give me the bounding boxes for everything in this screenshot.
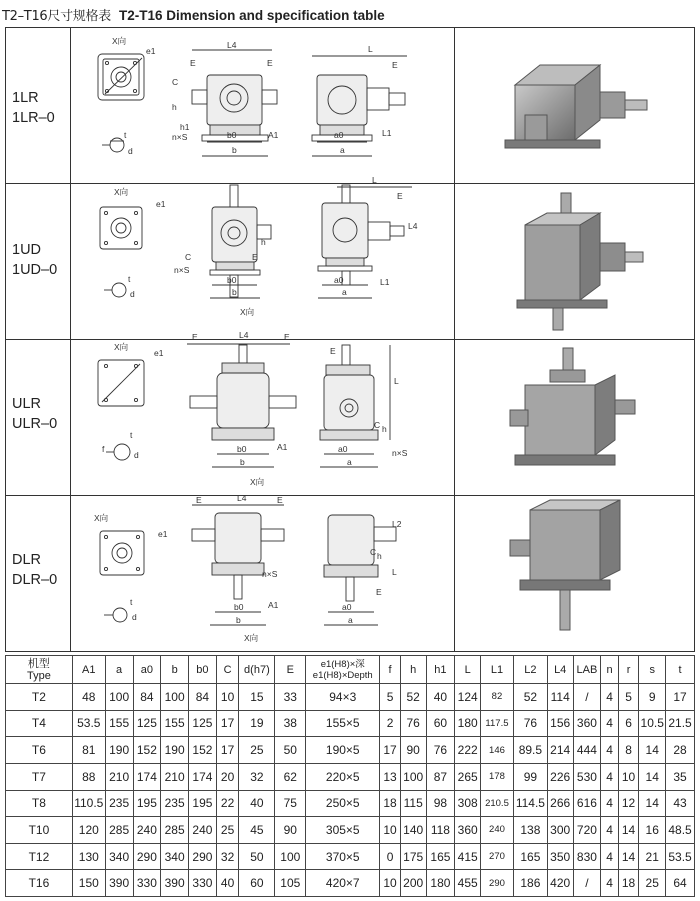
table-cell-type: T16 — [6, 870, 73, 897]
table-cell: 210 — [161, 763, 189, 790]
table-cell: 88 — [72, 763, 105, 790]
svg-text:n×S: n×S — [392, 448, 408, 458]
svg-text:X向: X向 — [114, 187, 129, 197]
table-cell: / — [573, 870, 601, 897]
table-cell: 52 — [513, 684, 547, 711]
table-cell: 114 — [547, 684, 573, 711]
table-cell: 25 — [639, 870, 666, 897]
table-cell: 17 — [216, 710, 239, 737]
table-cell: 8 — [618, 737, 639, 764]
svg-text:L: L — [394, 376, 399, 386]
header-l2: L2 — [513, 656, 547, 684]
svg-text:b: b — [232, 145, 237, 155]
svg-text:E: E — [277, 495, 283, 505]
table-cell: 174 — [133, 763, 161, 790]
table-cell: 130 — [72, 843, 105, 870]
header-type: 机型 Type — [6, 656, 73, 684]
svg-text:t: t — [124, 130, 127, 140]
table-cell: 285 — [105, 817, 133, 844]
table-cell: 330 — [133, 870, 161, 897]
svg-text:a: a — [348, 615, 353, 625]
table-cell: 420 — [547, 870, 573, 897]
table-cell: 195 — [189, 790, 217, 817]
table-cell-type: T2 — [6, 684, 73, 711]
table-cell: 190×5 — [306, 737, 380, 764]
table-cell: 214 — [547, 737, 573, 764]
table-cell: 340 — [105, 843, 133, 870]
table-cell: 150 — [72, 870, 105, 897]
table-cell: 14 — [618, 817, 639, 844]
gearbox-photo-1lr — [455, 30, 691, 178]
svg-text:b0: b0 — [234, 602, 244, 612]
header-h1: h1 — [426, 656, 455, 684]
table-cell: 138 — [513, 817, 547, 844]
table-cell: 235 — [105, 790, 133, 817]
table-cell: 720 — [573, 817, 601, 844]
table-cell: 60 — [239, 870, 275, 897]
table-cell: 290 — [481, 870, 514, 897]
header-e: E — [275, 656, 306, 684]
svg-text:d: d — [134, 450, 139, 460]
table-cell: 76 — [400, 710, 426, 737]
table-cell: 40 — [239, 790, 275, 817]
svg-text:a: a — [347, 457, 352, 467]
svg-text:h: h — [261, 237, 266, 247]
table-cell: 89.5 — [513, 737, 547, 764]
svg-text:e1: e1 — [156, 199, 166, 209]
table-cell: 390 — [161, 870, 189, 897]
table-cell: 125 — [189, 710, 217, 737]
table-cell: 220×5 — [306, 763, 380, 790]
table-cell: 125 — [133, 710, 161, 737]
table-cell: 270 — [481, 843, 514, 870]
table-cell: 240 — [481, 817, 514, 844]
table-cell: 94×3 — [306, 684, 380, 711]
svg-text:t: t — [130, 597, 133, 607]
table-cell: 115 — [400, 790, 426, 817]
svg-text:h1: h1 — [180, 122, 190, 132]
table-cell: 830 — [573, 843, 601, 870]
svg-text:d: d — [132, 612, 137, 622]
table-cell: 305×5 — [306, 817, 380, 844]
svg-text:b0: b0 — [227, 275, 237, 285]
header-c: C — [216, 656, 239, 684]
table-body — [6, 684, 695, 897]
table-cell: 81 — [72, 737, 105, 764]
table-cell: 84 — [189, 684, 217, 711]
table-cell: 186 — [513, 870, 547, 897]
table-cell: 175 — [400, 843, 426, 870]
table-cell: 14 — [639, 737, 666, 764]
header-r: r — [618, 656, 639, 684]
svg-text:a: a — [342, 287, 347, 297]
table-row — [6, 817, 695, 844]
svg-text:E: E — [397, 191, 403, 201]
table-cell: 174 — [189, 763, 217, 790]
table-cell: 62 — [275, 763, 306, 790]
svg-text:X向: X向 — [250, 477, 265, 487]
table-cell: 210 — [105, 763, 133, 790]
svg-text:E: E — [376, 587, 382, 597]
table-cell-type: T8 — [6, 790, 73, 817]
table-cell: 50 — [239, 843, 275, 870]
table-cell: 4 — [601, 843, 618, 870]
svg-text:n×S: n×S — [174, 265, 190, 275]
table-cell: 32 — [239, 763, 275, 790]
page-title — [2, 5, 385, 24]
table-cell: 25 — [216, 817, 239, 844]
svg-text:a0: a0 — [342, 602, 352, 612]
table-cell: 5 — [618, 684, 639, 711]
table-cell: 4 — [601, 684, 618, 711]
table-cell: 2 — [380, 710, 401, 737]
table-cell: 64 — [666, 870, 695, 897]
table-cell: 124 — [455, 684, 481, 711]
table-row — [6, 684, 695, 711]
svg-text:a0: a0 — [334, 275, 344, 285]
svg-text:X向: X向 — [240, 307, 255, 317]
table-cell: 14 — [618, 843, 639, 870]
svg-text:E: E — [330, 346, 336, 356]
table-cell: 45 — [239, 817, 275, 844]
table-cell: 616 — [573, 790, 601, 817]
table-cell: 17 — [666, 684, 695, 711]
header-l4: L4 — [547, 656, 573, 684]
table-cell: 4 — [601, 790, 618, 817]
table-cell: 75 — [275, 790, 306, 817]
table-cell: 415 — [455, 843, 481, 870]
header-e1: e1(H8)×深 e1(H8)×Depth — [306, 656, 380, 684]
table-cell: 285 — [161, 817, 189, 844]
table-cell: 40 — [216, 870, 239, 897]
table-cell: 140 — [400, 817, 426, 844]
table-cell: 0 — [380, 843, 401, 870]
header-l: L — [455, 656, 481, 684]
table-row — [6, 870, 695, 897]
svg-text:n×S: n×S — [172, 132, 188, 142]
svg-text:e1: e1 — [154, 348, 164, 358]
table-cell: 390 — [105, 870, 133, 897]
table-cell: 240 — [133, 817, 161, 844]
table-cell: 155×5 — [306, 710, 380, 737]
table-row — [6, 763, 695, 790]
table-cell: 155 — [105, 710, 133, 737]
table-cell: 100 — [400, 763, 426, 790]
header-h: h — [400, 656, 426, 684]
svg-text:C: C — [370, 547, 377, 557]
table-cell: 28 — [666, 737, 695, 764]
table-cell: 155 — [161, 710, 189, 737]
svg-text:X向: X向 — [112, 36, 127, 46]
table-cell: 290 — [133, 843, 161, 870]
svg-text:E: E — [267, 58, 273, 68]
table-cell: 180 — [455, 710, 481, 737]
table-cell: 38 — [275, 710, 306, 737]
table-cell: 120 — [72, 817, 105, 844]
table-cell: 52 — [400, 684, 426, 711]
table-cell: 300 — [547, 817, 573, 844]
header-b: b — [161, 656, 189, 684]
spec-table — [5, 655, 695, 897]
table-cell: 165 — [426, 843, 455, 870]
table-cell: 40 — [426, 684, 455, 711]
title-chinese: T2–T16尺寸规格表 — [2, 9, 111, 24]
drawing-dlr — [72, 495, 450, 645]
svg-text:d: d — [128, 146, 133, 156]
header-s: s — [639, 656, 666, 684]
table-cell-type: T4 — [6, 710, 73, 737]
table-header-row — [6, 656, 695, 684]
table-cell: 100 — [105, 684, 133, 711]
table-cell: 265 — [455, 763, 481, 790]
svg-text:L4: L4 — [227, 40, 237, 50]
table-cell: 152 — [133, 737, 161, 764]
table-cell: 444 — [573, 737, 601, 764]
table-cell: 146 — [481, 737, 514, 764]
row-label-dlr: DLR DLR–0 — [12, 552, 58, 588]
table-cell: 152 — [189, 737, 217, 764]
svg-text:C: C — [172, 77, 179, 87]
table-row — [6, 710, 695, 737]
table-cell: 178 — [481, 763, 514, 790]
table-cell: 13 — [380, 763, 401, 790]
table-cell: 17 — [216, 737, 239, 764]
svg-text:t: t — [128, 274, 131, 284]
drawing-1lr — [72, 30, 450, 180]
header-b0: b0 — [189, 656, 217, 684]
table-cell: 18 — [618, 870, 639, 897]
header-d: d(h7) — [239, 656, 275, 684]
table-cell: 20 — [216, 763, 239, 790]
table-cell: 330 — [189, 870, 217, 897]
svg-text:E: E — [192, 332, 198, 342]
svg-text:L1: L1 — [380, 277, 390, 287]
table-cell: 82 — [481, 684, 514, 711]
table-cell: 6 — [618, 710, 639, 737]
table-cell: 50 — [275, 737, 306, 764]
table-cell-type: T10 — [6, 817, 73, 844]
table-cell: 35 — [666, 763, 695, 790]
table-cell: 10 — [618, 763, 639, 790]
table-cell: 370×5 — [306, 843, 380, 870]
header-f: f — [380, 656, 401, 684]
table-cell: 4 — [601, 817, 618, 844]
svg-text:A1: A1 — [277, 442, 288, 452]
table-cell: 4 — [601, 870, 618, 897]
header-a0: a0 — [133, 656, 161, 684]
table-cell: 15 — [239, 684, 275, 711]
table-cell: 33 — [275, 684, 306, 711]
svg-text:A1: A1 — [268, 600, 279, 610]
table-cell: 16 — [639, 817, 666, 844]
svg-text:E: E — [190, 58, 196, 68]
table-cell: 290 — [189, 843, 217, 870]
table-cell: 530 — [573, 763, 601, 790]
table-cell: 48 — [72, 684, 105, 711]
row-label-1lr: 1LR 1LR–0 — [12, 90, 55, 126]
table-cell: 48.5 — [666, 817, 695, 844]
svg-text:h: h — [382, 424, 387, 434]
svg-text:L1: L1 — [382, 128, 392, 138]
header-a1: A1 — [72, 656, 105, 684]
table-cell: 10 — [380, 817, 401, 844]
svg-text:e1: e1 — [146, 46, 156, 56]
svg-text:e1: e1 — [158, 529, 168, 539]
svg-text:h: h — [377, 551, 382, 561]
table-cell: 4 — [601, 763, 618, 790]
svg-text:a: a — [340, 145, 345, 155]
table-cell: 22 — [216, 790, 239, 817]
table-cell: 10.5 — [639, 710, 666, 737]
table-cell: 84 — [133, 684, 161, 711]
table-cell: 308 — [455, 790, 481, 817]
svg-text:E: E — [284, 332, 290, 342]
table-cell: 190 — [105, 737, 133, 764]
table-cell: 21.5 — [666, 710, 695, 737]
table-cell: 350 — [547, 843, 573, 870]
gearbox-photo-1ud — [455, 185, 691, 333]
svg-text:h: h — [172, 102, 177, 112]
table-cell-type: T7 — [6, 763, 73, 790]
table-cell: 19 — [239, 710, 275, 737]
table-cell-type: T12 — [6, 843, 73, 870]
header-lab: LAB — [573, 656, 601, 684]
svg-text:A1: A1 — [268, 130, 279, 140]
table-cell: 53.5 — [72, 710, 105, 737]
table-cell: 105 — [275, 870, 306, 897]
table-cell: 4 — [601, 710, 618, 737]
svg-text:X向: X向 — [244, 633, 259, 643]
table-cell: 9 — [639, 684, 666, 711]
table-cell: 250×5 — [306, 790, 380, 817]
table-cell: 10 — [216, 684, 239, 711]
table-cell: 340 — [161, 843, 189, 870]
row-label-1ud: 1UD 1UD–0 — [12, 242, 58, 278]
svg-text:L4: L4 — [408, 221, 418, 231]
svg-text:b: b — [232, 287, 237, 297]
svg-text:L: L — [372, 175, 377, 185]
row-label-ulr: ULR ULR–0 — [12, 396, 58, 432]
svg-text:b: b — [240, 457, 245, 467]
svg-text:E: E — [392, 60, 398, 70]
table-cell: 266 — [547, 790, 573, 817]
svg-text:C: C — [185, 252, 192, 262]
drawing-1ud — [72, 175, 450, 335]
table-cell: 360 — [573, 710, 601, 737]
svg-text:L2: L2 — [392, 519, 402, 529]
svg-text:d: d — [130, 289, 135, 299]
svg-text:f: f — [102, 444, 105, 454]
header-a: a — [105, 656, 133, 684]
header-t: t — [666, 656, 695, 684]
grid-divider — [6, 183, 694, 184]
table-cell: 98 — [426, 790, 455, 817]
svg-text:b: b — [236, 615, 241, 625]
table-row — [6, 843, 695, 870]
table-cell: 76 — [426, 737, 455, 764]
svg-text:L4: L4 — [239, 330, 249, 340]
header-n: n — [601, 656, 618, 684]
svg-text:E: E — [196, 495, 202, 505]
table-cell: 190 — [161, 737, 189, 764]
svg-text:X向: X向 — [94, 513, 109, 523]
header-l1: L1 — [481, 656, 514, 684]
svg-text:L: L — [368, 44, 373, 54]
svg-text:a0: a0 — [338, 444, 348, 454]
table-cell: 14 — [639, 790, 666, 817]
table-cell: 156 — [547, 710, 573, 737]
svg-text:t: t — [130, 430, 133, 440]
svg-text:L4: L4 — [237, 493, 247, 503]
table-cell: 18 — [380, 790, 401, 817]
table-cell: 226 — [547, 763, 573, 790]
table-cell: 25 — [239, 737, 275, 764]
table-cell: 17 — [380, 737, 401, 764]
table-cell: 360 — [455, 817, 481, 844]
gearbox-photo-ulr — [455, 340, 691, 488]
table-cell: 455 — [455, 870, 481, 897]
table-cell: 90 — [400, 737, 426, 764]
table-cell: 87 — [426, 763, 455, 790]
table-cell: 32 — [216, 843, 239, 870]
table-cell: 5 — [380, 684, 401, 711]
table-row — [6, 737, 695, 764]
table-cell: 53.5 — [666, 843, 695, 870]
table-cell: 114.5 — [513, 790, 547, 817]
table-cell: 12 — [618, 790, 639, 817]
svg-text:n×S: n×S — [262, 569, 278, 579]
table-cell: 100 — [161, 684, 189, 711]
svg-text:X向: X向 — [114, 342, 129, 352]
table-cell: 10 — [380, 870, 401, 897]
table-cell: 43 — [666, 790, 695, 817]
table-cell: / — [573, 684, 601, 711]
table-cell: 21 — [639, 843, 666, 870]
table-cell: 165 — [513, 843, 547, 870]
table-cell: 110.5 — [72, 790, 105, 817]
table-cell: 195 — [133, 790, 161, 817]
table-cell: 420×7 — [306, 870, 380, 897]
table-cell: 222 — [455, 737, 481, 764]
table-cell: 100 — [275, 843, 306, 870]
svg-text:b0: b0 — [237, 444, 247, 454]
table-cell: 210.5 — [481, 790, 514, 817]
svg-text:C: C — [374, 420, 381, 430]
table-cell: 76 — [513, 710, 547, 737]
svg-text:b0: b0 — [227, 130, 237, 140]
table-cell: 99 — [513, 763, 547, 790]
table-cell: 60 — [426, 710, 455, 737]
table-cell: 90 — [275, 817, 306, 844]
svg-text:L: L — [392, 567, 397, 577]
table-cell-type: T6 — [6, 737, 73, 764]
svg-text:a0: a0 — [334, 130, 344, 140]
table-cell: 235 — [161, 790, 189, 817]
gearbox-photo-dlr — [455, 495, 691, 643]
table-cell: 14 — [639, 763, 666, 790]
table-cell: 240 — [189, 817, 217, 844]
table-cell: 118 — [426, 817, 455, 844]
title-english: T2-T16 Dimension and specification table — [119, 8, 385, 23]
svg-text:E: E — [252, 252, 258, 262]
table-cell: 4 — [601, 737, 618, 764]
table-cell: 180 — [426, 870, 455, 897]
table-cell: 117.5 — [481, 710, 514, 737]
table-cell: 200 — [400, 870, 426, 897]
table-row — [6, 790, 695, 817]
drawing-ulr — [72, 330, 450, 490]
